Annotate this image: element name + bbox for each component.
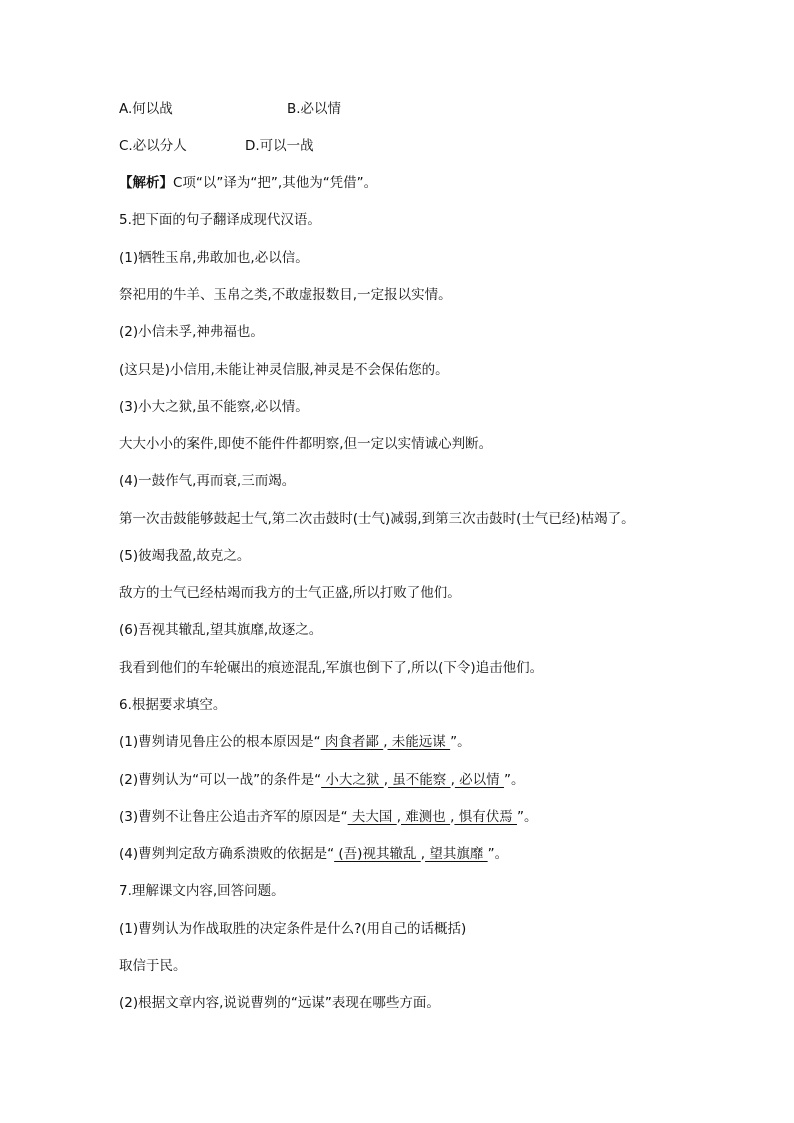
q7-question: (1)曹刿认为作战取胜的决定条件是什么?(用自己的话概括) xyxy=(119,921,467,937)
q6-blank-answer: (吾)视其辙乱 xyxy=(334,846,421,862)
q6-separator: , xyxy=(450,809,455,825)
q7-title: 7.理解课文内容,回答问题。 xyxy=(119,883,285,899)
analysis xyxy=(119,174,377,192)
q6-item xyxy=(119,733,471,751)
option-a: A.何以战 xyxy=(119,101,173,117)
q6-item xyxy=(119,808,538,826)
q6-blank-answer: 虽不能察 xyxy=(388,772,451,788)
option-d: D.可以一战 xyxy=(245,138,314,154)
q6-item xyxy=(119,845,508,863)
q5-answer: 我看到他们的车轮碾出的痕迹混乱,军旗也倒下了,所以(下令)追击他们。 xyxy=(119,660,544,676)
q6-blank-answer: 必以情 xyxy=(454,772,504,788)
option-b: B.必以情 xyxy=(287,101,342,117)
q5-question: (2)小信未孚,神弗福也。 xyxy=(119,324,264,340)
q6-separator: , xyxy=(383,734,388,750)
q6-item-prompt: (1)曹刿请见鲁庄公的根本原因是“ xyxy=(119,734,321,750)
q6-separator: , xyxy=(396,809,402,825)
q5-answer: 大大小小的案件,即使不能件件都明察,但一定以实情诚心判断。 xyxy=(119,436,493,452)
q5-question: (5)彼竭我盈,故克之。 xyxy=(119,548,251,564)
q6-blank-answer: 惧有伏焉 xyxy=(454,809,517,825)
q6-item xyxy=(119,771,524,789)
q6-separator: , xyxy=(420,846,426,862)
q6-item-prompt: (2)曹刿认为“可以一战”的条件是“ xyxy=(119,772,322,788)
q5-answer: 祭祀用的牛羊、玉帛之类,不敢虚报数目,一定报以实情。 xyxy=(119,287,452,303)
q6-item-end: ”。 xyxy=(517,809,538,825)
q6-blank-answer: 夫大国 xyxy=(347,809,397,825)
option-c: C.必以分人 xyxy=(119,138,187,154)
q6-item-end: ”。 xyxy=(487,846,509,862)
q5-answer: (这只是)小信用,未能让神灵信服,神灵是不会保佑您的。 xyxy=(119,362,449,378)
q5-answer: 敌方的士气已经枯竭而我方的士气正盛,所以打败了他们。 xyxy=(119,585,461,601)
q6-item-prompt: (3)曹刿不让鲁庄公追击齐军的原因是“ xyxy=(119,809,348,825)
q6-blank-answer: 小大之狱 xyxy=(321,772,384,788)
q6-separator: , xyxy=(450,772,455,788)
q5-question: (6)吾视其辙乱,望其旗靡,故逐之。 xyxy=(119,622,323,638)
q6-separator: , xyxy=(383,772,388,788)
analysis-tag: 【解析】 xyxy=(119,175,173,191)
q5-answer: 第一次击鼓能够鼓起士气,第二次击鼓时(士气)减弱,到第三次击鼓时(士气已经)枯竭了。 xyxy=(119,511,635,527)
q6-blank-answer: 肉食者鄙 xyxy=(320,734,384,750)
analysis-text: C项“以”译为“把”,其他为“凭借”。 xyxy=(173,175,378,191)
q6-blank-answer: 难测也 xyxy=(401,809,451,825)
q7-question: (2)根据文章内容,说说曹刿的“远谋”表现在哪些方面。 xyxy=(119,995,440,1011)
q5-title: 5.把下面的句子翻译成现代汉语。 xyxy=(119,212,321,228)
q5-question: (1)牺牲玉帛,弗敢加也,必以信。 xyxy=(119,250,309,266)
q6-item-end: ”。 xyxy=(503,772,525,788)
q5-question: (3)小大之狱,虽不能察,必以情。 xyxy=(119,399,309,415)
q6-title: 6.根据要求填空。 xyxy=(119,697,227,713)
q6-blank-answer: 未能远谋 xyxy=(387,734,451,750)
q6-blank-answer: 望其旗靡 xyxy=(425,846,488,862)
q5-question: (4)一鼓作气,再而衰,三而竭。 xyxy=(119,473,296,489)
q7-answer: 取信于民。 xyxy=(119,958,187,974)
q6-item-prompt: (4)曹刿判定敌方确系溃败的依据是“ xyxy=(119,846,335,862)
q6-item-end: ”。 xyxy=(450,734,471,750)
